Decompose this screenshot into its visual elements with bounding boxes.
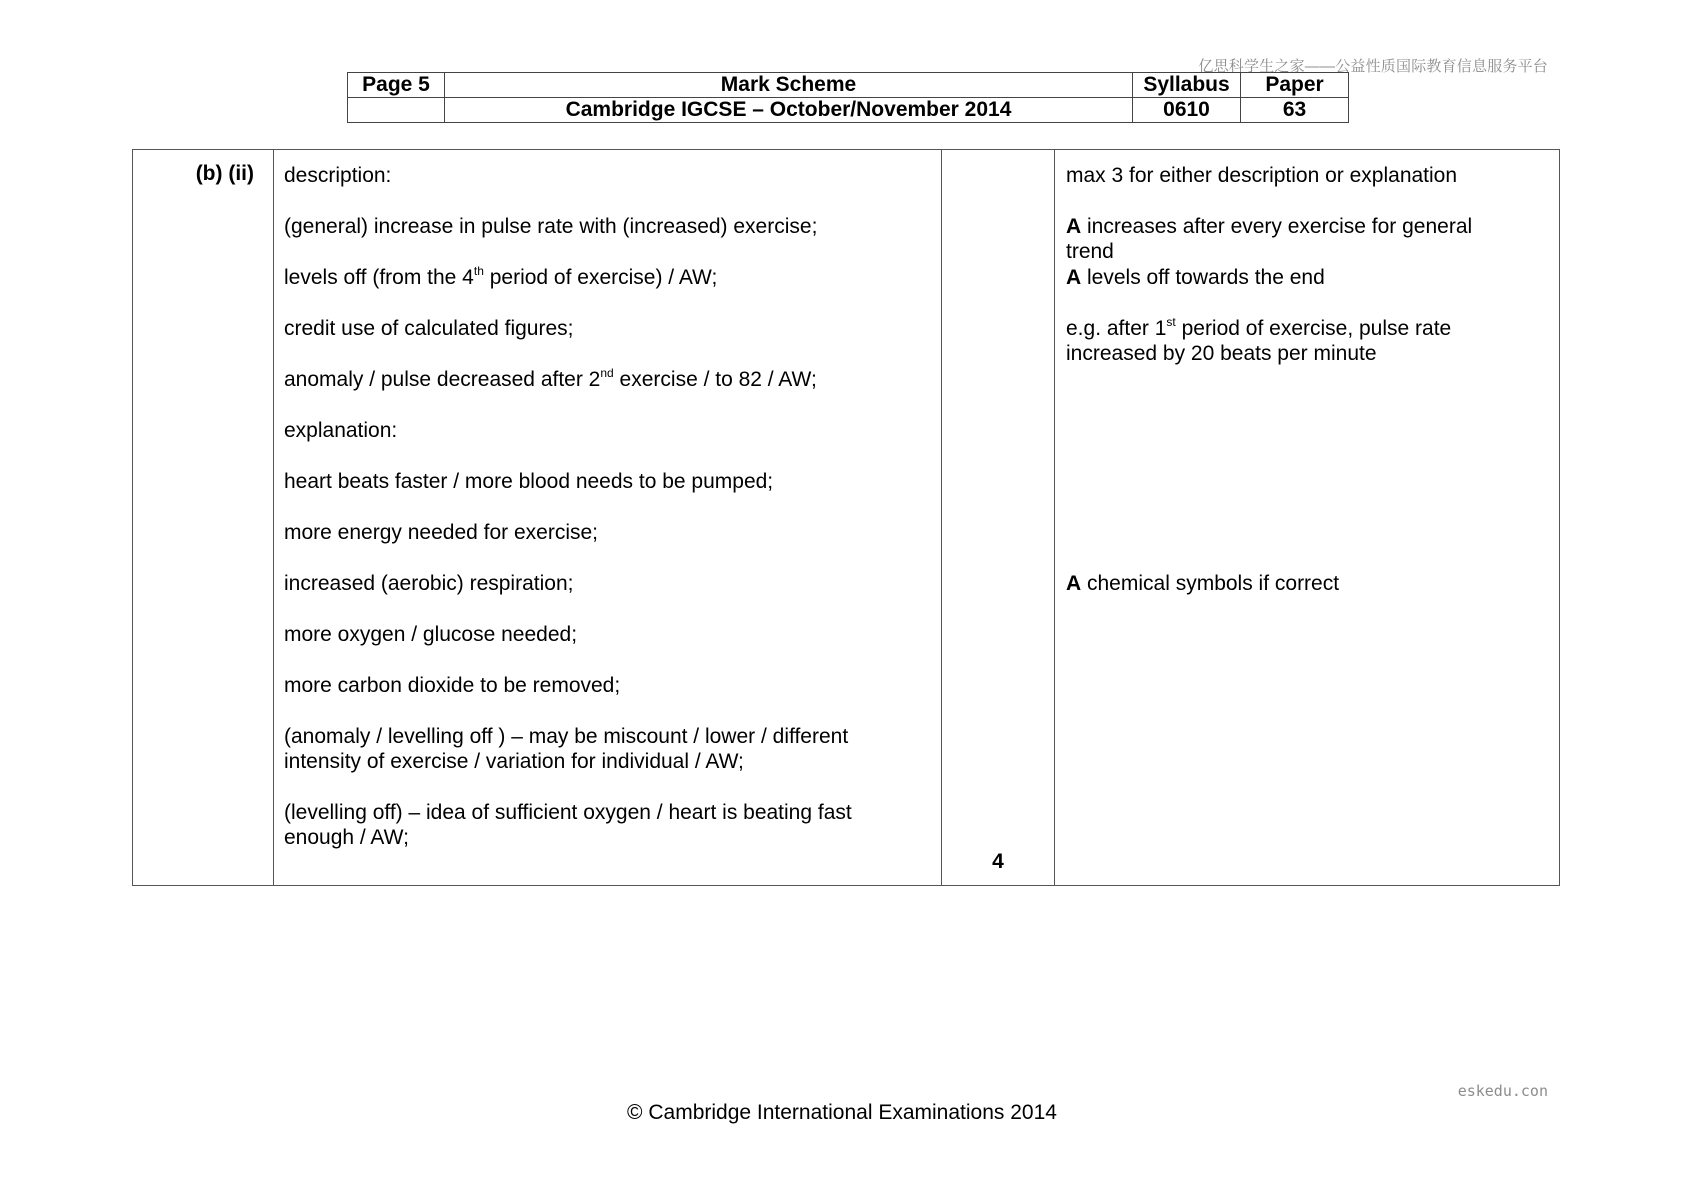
watermark-text: 亿思科学生之家——公益性质国际教育信息服务平台 — [1198, 58, 1548, 75]
answer-column — [274, 150, 942, 885]
guidance-line: max 3 for either description or explanation — [1066, 164, 1458, 187]
document-title: Mark Scheme — [445, 73, 1133, 98]
answer-line: more carbon dioxide to be removed; — [284, 674, 621, 697]
answer-line: levels off (from the 4th period of exercise) / AW; — [284, 264, 718, 289]
answer-line: (general) increase in pulse rate with (increased) exercise; — [284, 215, 818, 238]
header-table — [347, 72, 1349, 123]
guidance-line: increased by 20 beats per minute — [1066, 342, 1377, 365]
paper-number: 63 — [1241, 98, 1349, 123]
marks-column — [942, 150, 1055, 885]
answer-line: enough / AW; — [284, 826, 409, 849]
answer-line: explanation: — [284, 419, 398, 442]
copyright-footer: © Cambridge International Examinations 2014 — [627, 1101, 1057, 1124]
answer-line: anomaly / pulse decreased after 2nd exercise / to 82 / AW; — [284, 366, 817, 391]
answer-line: more oxygen / glucose needed; — [284, 623, 578, 646]
answer-line: increased (aerobic) respiration; — [284, 572, 574, 595]
answer-line: more energy needed for exercise; — [284, 521, 599, 544]
paper-label: Paper — [1241, 73, 1349, 98]
guidance-line: e.g. after 1st period of exercise, pulse rate — [1066, 315, 1452, 340]
answer-line: credit use of calculated figures; — [284, 317, 574, 340]
marks-value: 4 — [992, 850, 1004, 873]
mark-scheme-table — [132, 149, 1560, 886]
syllabus-label: Syllabus — [1133, 73, 1241, 98]
question-column — [133, 150, 274, 885]
empty-cell — [348, 98, 445, 123]
page-number: Page 5 — [348, 73, 445, 98]
guidance-line: A increases after every exercise for general — [1066, 215, 1473, 238]
answer-line: intensity of exercise / variation for individual / AW; — [284, 750, 744, 773]
guidance-column — [1055, 150, 1559, 885]
watermark-site: eskedu.con — [1457, 1082, 1548, 1100]
answer-line: description: — [284, 164, 392, 187]
syllabus-code: 0610 — [1133, 98, 1241, 123]
answer-line: heart beats faster / more blood needs to be pumped; — [284, 470, 774, 493]
answer-line: (anomaly / levelling off ) – may be miscount / lower / different — [284, 725, 849, 748]
guidance-line: A levels off towards the end — [1066, 266, 1325, 289]
exam-subtitle: Cambridge IGCSE – October/November 2014 — [445, 98, 1133, 123]
answer-line: (levelling off) – idea of sufficient oxygen / heart is beating fast — [284, 801, 852, 824]
question-label: (b) (ii) — [195, 162, 254, 185]
guidance-line: trend — [1066, 240, 1114, 263]
guidance-line: A chemical symbols if correct — [1066, 572, 1340, 595]
